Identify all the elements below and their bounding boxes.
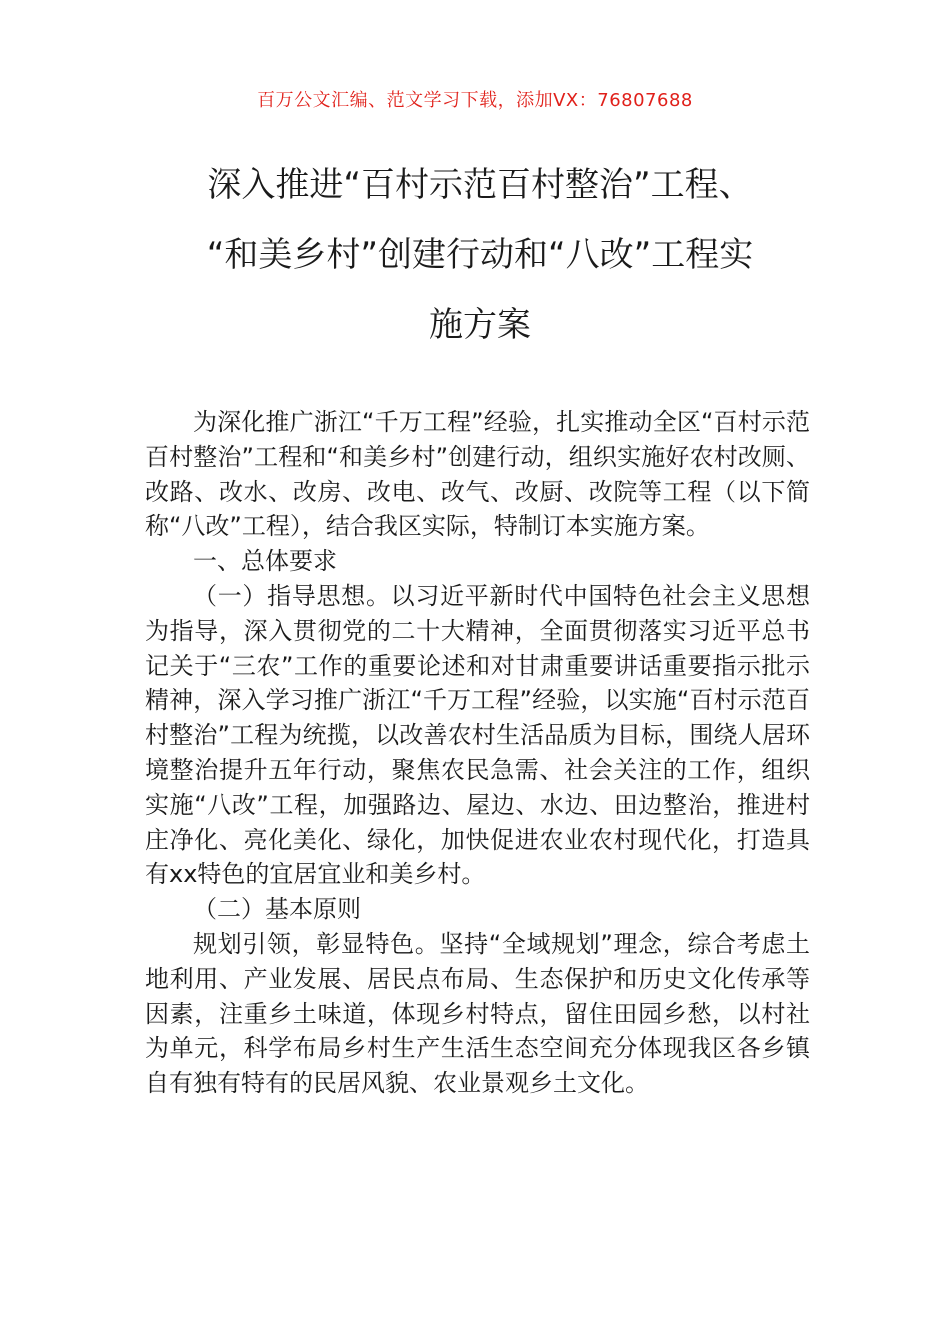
header-note: 百万公文汇编、范文学习下载，添加VX：76807688: [257, 90, 693, 111]
title-line-1: 深入推进“百村示范百村整治”工程、: [207, 165, 753, 205]
paragraph-planning-guidance: 规划引领，彰显特色。坚持“全域规划”理念，综合考虑土地利用、产业发展、居民点布局、生态保护和历史文化传承等因素，注重乡土味道，体现乡村特点，留住田园乡愁，以村社为单元，科学布局乡村生产生活生态空间充分体现我区各乡镇自有独有特有的民居风貌、农业景观乡土文化。: [145, 929, 810, 1098]
section-heading-general-requirements: 一、总体要求: [193, 547, 337, 576]
paragraph-intro: 为深化推广浙江“千万工程”经验，扎实推动全区“百村示范百村整治”工程和“和美乡村”创建行动，组织实施好农村改厕、改路、改水、改房、改电、改气、改厨、改院等工程（以下简称“八改”工程），结合我区实际，特制订本实施方案。: [145, 408, 810, 541]
title-line-3: 施方案: [429, 305, 531, 345]
title-line-2: “和美乡村”创建行动和“八改”工程实: [206, 235, 754, 275]
document-body: [145, 405, 810, 1101]
document-title: [150, 150, 810, 360]
paragraph-guiding-ideology: （一）指导思想。以习近平新时代中国特色社会主义思想为指导，深入贯彻党的二十大精神，全面贯彻落实习近平总书记关于“三农”工作的重要论述和对甘肃重要讲话重要指示批示精神，深入学习推广浙江“千万工程”经验，以实施“百村示范百村整治”工程为统揽，以改善农村生活品质为目标，围绕人居环境整治提升五年行动，聚焦农民急需、社会关注的工作，组织实施“八改”工程，加强路边、屋边、水边、田边整治，推进村庄净化、亮化美化、绿化，加快促进农业农村现代化，打造具有xx特色的宜居宜业和美乡村。: [145, 581, 810, 889]
subsection-heading-basic-principles: （二）基本原则: [193, 895, 361, 924]
